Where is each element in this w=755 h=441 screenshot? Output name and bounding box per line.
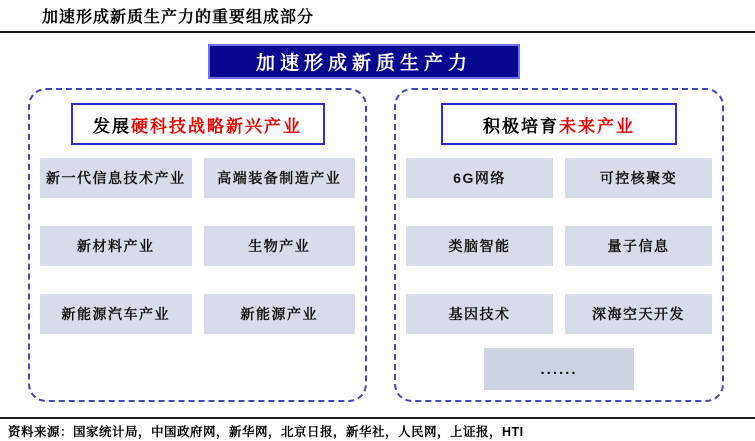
panel-item: 新能源产业 bbox=[204, 294, 356, 334]
panel-item: 可控核聚变 bbox=[565, 158, 712, 198]
panel-left-header-red: 硬科技战略新兴产业 bbox=[131, 116, 302, 136]
more-items-ellipsis: ...... bbox=[484, 348, 634, 390]
panel-item: 量子信息 bbox=[565, 226, 712, 266]
bottom-divider bbox=[0, 417, 755, 419]
panel-item: 新能源汽车产业 bbox=[40, 294, 192, 334]
source-attribution: 资料来源：国家统计局，中国政府网，新华网，北京日报，新华社，人民网，上证报，HTI bbox=[8, 425, 524, 439]
panel-item: 类脑智能 bbox=[406, 226, 553, 266]
panel-left-header bbox=[71, 103, 325, 145]
panel-item: 基因技术 bbox=[406, 294, 553, 334]
page-title: 加速形成新质生产力的重要组成部分 bbox=[42, 9, 315, 26]
panel-right-header bbox=[441, 103, 677, 145]
panel-right-header-black: 积极培育 bbox=[483, 116, 559, 136]
panel-item: 深海空天开发 bbox=[565, 294, 712, 334]
panel-right-header-red: 未来产业 bbox=[559, 116, 635, 136]
panel-item: 高端装备制造产业 bbox=[204, 158, 356, 198]
panel-item: 新一代信息技术产业 bbox=[40, 158, 192, 198]
panel-right-items bbox=[396, 145, 722, 334]
panel-item: 生物产业 bbox=[204, 226, 356, 266]
top-divider bbox=[0, 31, 755, 33]
panel-left-header-black: 发展 bbox=[93, 116, 131, 136]
panel-left-items bbox=[30, 145, 365, 334]
panel-strategic-emerging-industries bbox=[28, 88, 367, 402]
main-banner-label: 加速形成新质生产力 bbox=[255, 53, 472, 74]
panel-future-industries bbox=[394, 88, 724, 402]
panel-item: 新材料产业 bbox=[40, 226, 192, 266]
panel-item: 6G网络 bbox=[406, 158, 553, 198]
main-banner bbox=[208, 44, 520, 79]
